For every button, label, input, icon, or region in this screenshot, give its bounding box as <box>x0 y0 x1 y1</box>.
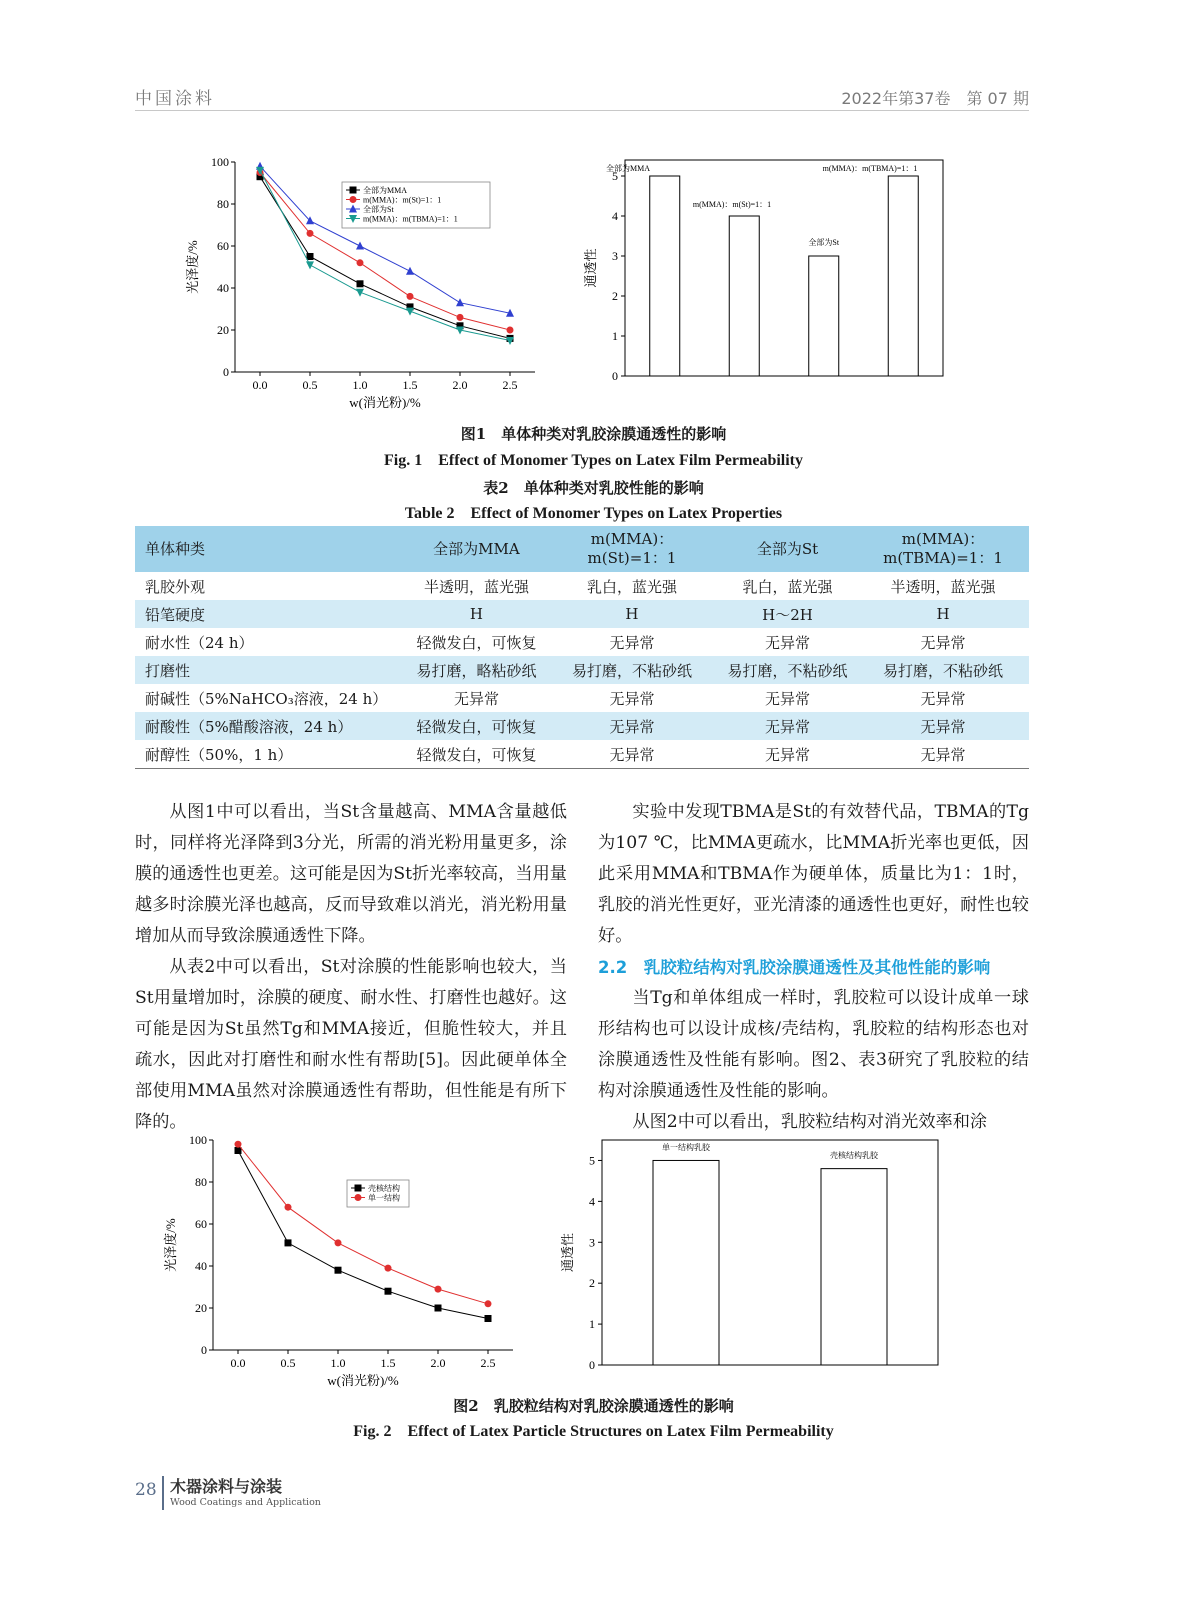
table-cell: 半透明，蓝光强 <box>423 577 529 596</box>
data-point <box>435 1305 442 1312</box>
data-point <box>357 259 364 266</box>
data-point <box>435 1286 442 1293</box>
x-tick-label: 0.0 <box>230 1356 246 1370</box>
x-tick-label: 0.5 <box>302 378 318 392</box>
x-axis-label: w(消光粉)/% <box>327 1373 399 1388</box>
table2-caption-cn: 表2 单体种类对乳胶性能的影响 <box>483 479 704 497</box>
bar <box>888 176 918 376</box>
table-row <box>135 628 1029 656</box>
left-column <box>135 797 567 1138</box>
x-tick-label: 2.0 <box>430 1356 446 1370</box>
data-point <box>507 327 514 334</box>
x-tick-label: 0.5 <box>280 1356 296 1370</box>
data-point <box>456 298 464 306</box>
table-cell: H <box>857 600 1029 628</box>
table-cell: H <box>407 600 546 628</box>
fig1-caption-en: Fig. 1 Effect of Monomer Types on Latex Film Permeability <box>383 452 804 469</box>
table-header-cell: 全部为MMA <box>407 526 546 572</box>
table-cell: 无异常 <box>609 633 655 652</box>
y-tick-label: 3 <box>612 249 618 263</box>
table-cell: 无异常 <box>857 740 1029 769</box>
y-axis-label: 光泽度/% <box>163 1218 178 1272</box>
y-tick-label: 0 <box>589 1358 595 1372</box>
data-point <box>457 314 464 321</box>
data-point <box>356 289 364 297</box>
table-header-cell: 全部为St <box>718 526 857 572</box>
y-tick-label: 20 <box>195 1301 207 1315</box>
table-cell: 无异常 <box>920 633 966 652</box>
table-cell: 乳白，蓝光强 <box>742 577 833 596</box>
table-cell: 无异常 <box>718 740 857 769</box>
table-cell: 耐碱性（5%NaHCO₃溶液，24 h） <box>145 689 388 708</box>
data-point <box>306 261 314 269</box>
data-point <box>335 1267 342 1274</box>
bar-label: 全部为St <box>808 238 840 247</box>
table-cell: 易打磨，不粘砂纸 <box>546 656 718 684</box>
data-point <box>285 1239 292 1246</box>
y-tick-label: 2 <box>589 1276 595 1291</box>
legend-label: m(MMA)：m(TBMA)=1：1 <box>363 214 458 224</box>
table-cell: 无异常 <box>920 689 966 708</box>
y-tick-label: 100 <box>189 1133 207 1147</box>
paragraph: 当Tg和单体组成一样时，乳胶粒可以设计成单一球形结构也可以设计成核/壳结构，乳胶粒的结构形态也对涂膜通透性及性能有影响。图2、表3研究了乳胶粒的结构对涂膜通透性及性能的影响。 <box>598 988 1029 1101</box>
table-header-cell: m(MMA)：m(St)=1：1 <box>546 526 718 572</box>
header-divider <box>135 110 1029 111</box>
x-tick-label: 1.5 <box>380 1356 396 1370</box>
table-cell: 轻微发白，可恢复 <box>407 712 546 740</box>
paragraph: 从图1中可以看出，当St含量越高、MMA含量越低时，同样将光泽降到3分光，所需的消光粉用量更多，涂膜的通透性也更差。这可能是因为St折光率较高，当用量越多时涂膜光泽也越高，反而导致难以消光，消光粉用量增加从而导致涂膜通透性下降。 <box>135 802 567 946</box>
y-tick-label: 5 <box>589 1153 595 1168</box>
legend-label: 全部为MMA <box>363 186 408 195</box>
table-row <box>135 684 1029 712</box>
legend-label: 全部为St <box>363 205 394 214</box>
table-cell: 铅笔硬度 <box>135 600 407 628</box>
table-cell: 乳胶外观 <box>145 577 206 596</box>
data-point <box>350 196 357 203</box>
x-tick-label: 2.0 <box>452 378 468 392</box>
bar <box>653 1160 719 1365</box>
bar <box>729 216 759 376</box>
legend <box>347 1180 409 1207</box>
paragraph: 从图2中可以看出，乳胶粒结构对消光效率和涂 <box>632 1112 988 1132</box>
data-point <box>355 1185 362 1192</box>
page-number: 28 <box>135 1480 157 1500</box>
table-cell: H～2H <box>718 600 857 628</box>
data-point <box>385 1265 392 1272</box>
footer-journal-cn: 木器涂料与涂装 <box>170 1477 283 1496</box>
y-tick-label: 20 <box>217 323 229 337</box>
y-axis-label: 通透性 <box>560 1232 575 1273</box>
right-column <box>598 797 1029 1138</box>
table-cell: 轻微发白，可恢复 <box>407 740 546 769</box>
y-tick-label: 3 <box>589 1235 595 1250</box>
x-tick-label: 1.0 <box>330 1356 346 1370</box>
table-cell: 耐醇性（50%，1 h） <box>135 740 407 769</box>
bar-label: 单一结构乳胶 <box>662 1143 710 1152</box>
table-header-row <box>135 526 1029 572</box>
table-header-cell: m(MMA)：m(TBMA)=1：1 <box>857 526 1029 572</box>
bar-label: 壳核结构乳胶 <box>830 1151 878 1160</box>
x-tick-label: 2.5 <box>480 1356 496 1370</box>
y-tick-label: 4 <box>612 209 618 223</box>
table-cell: 易打磨，略粘砂纸 <box>407 656 546 684</box>
y-tick-label: 0 <box>612 369 618 383</box>
table-cell: 易打磨，不粘砂纸 <box>718 656 857 684</box>
y-tick-label: 1 <box>612 329 618 343</box>
y-tick-label: 1 <box>589 1317 595 1332</box>
fig1-line-chart <box>185 150 540 415</box>
table-header-cell: 单体种类 <box>135 526 407 572</box>
y-axis-label: 通透性 <box>583 248 598 288</box>
legend-label: 壳核结构 <box>368 1184 400 1193</box>
table-cell: 半透明，蓝光强 <box>890 577 996 596</box>
section-heading: 2.2 乳胶粒结构对乳胶涂膜通透性及其他性能的影响 <box>598 958 991 977</box>
journal-name: 中国涂料 <box>135 89 215 109</box>
y-tick-label: 40 <box>195 1259 207 1273</box>
legend-label: 单一结构 <box>368 1193 400 1203</box>
y-tick-label: 0 <box>201 1343 207 1357</box>
table2 <box>135 526 1029 769</box>
y-tick-label: 100 <box>211 155 229 169</box>
legend-label: m(MMA)：m(St)=1：1 <box>363 195 442 205</box>
series-line <box>238 1151 488 1319</box>
data-point <box>350 187 357 194</box>
y-tick-label: 2 <box>612 289 618 303</box>
table-cell: 无异常 <box>546 712 718 740</box>
bar <box>650 176 680 376</box>
table-row <box>135 656 1029 684</box>
x-tick-label: 0.0 <box>252 378 268 392</box>
table-cell: 轻微发白，可恢复 <box>416 633 537 652</box>
data-point <box>307 253 314 260</box>
fig1-caption-cn: 图1 单体种类对乳胶涂膜通透性的影响 <box>460 425 727 443</box>
table-cell: 打磨性 <box>135 656 407 684</box>
fig2-caption-cn: 图2 乳胶粒结构对乳胶涂膜通透性的影响 <box>453 1397 734 1415</box>
x-axis-label: w(消光粉)/% <box>349 395 421 410</box>
data-point <box>406 308 414 316</box>
table-cell: 无异常 <box>764 689 810 708</box>
legend <box>342 182 490 228</box>
table-cell: 无异常 <box>609 689 655 708</box>
table-cell: 无异常 <box>453 689 499 708</box>
y-tick-label: 60 <box>195 1217 207 1231</box>
table-cell: 无异常 <box>764 633 810 652</box>
data-point <box>485 1315 492 1322</box>
data-point <box>355 1194 362 1201</box>
series-line <box>238 1144 488 1304</box>
table-cell: 无异常 <box>857 712 1029 740</box>
data-point <box>485 1300 492 1307</box>
footer-journal-en: Wood Coatings and Application <box>170 1497 321 1508</box>
data-point <box>406 267 414 275</box>
y-tick-label: 80 <box>217 197 229 211</box>
plot-frame <box>602 1140 938 1365</box>
y-tick-label: 4 <box>589 1194 595 1209</box>
table-cell: H <box>546 600 718 628</box>
data-point <box>356 242 364 250</box>
data-point <box>285 1204 292 1211</box>
table-cell: 乳白，蓝光强 <box>586 577 677 596</box>
data-point <box>235 1141 242 1148</box>
x-tick-label: 1.0 <box>352 378 368 392</box>
fig2-line-chart <box>165 1128 515 1393</box>
data-point <box>357 280 364 287</box>
table-row <box>135 712 1029 740</box>
data-point <box>407 293 414 300</box>
data-point <box>385 1288 392 1295</box>
bar <box>809 256 839 376</box>
bar <box>821 1169 887 1365</box>
y-tick-label: 80 <box>195 1175 207 1189</box>
data-point <box>307 230 314 237</box>
paragraph: 实验中发现TBMA是St的有效替代品，TBMA的Tg为107 ℃，比MMA更疏水，比MMA折光率也更低，因此采用MMA和TBMA作为硬单体，质量比为1：1时，乳胶的消光性更好，亚光清漆的通透性也更好，耐性也较好。 <box>598 802 1029 946</box>
fig1-bar-chart <box>580 155 950 387</box>
footer-divider <box>162 1476 164 1510</box>
bar-label: 全部为MMA <box>605 164 651 173</box>
fig2-bar-chart <box>560 1135 945 1375</box>
table-cell: 耐酸性（5%醋酸溶液，24 h） <box>135 712 407 740</box>
table-cell: 易打磨，不粘砂纸 <box>857 656 1029 684</box>
issue-info: 2022年第37卷 第 07 期 <box>841 89 1029 108</box>
table-row <box>135 740 1029 769</box>
x-tick-label: 1.5 <box>402 378 418 392</box>
table-cell: 无异常 <box>546 740 718 769</box>
y-tick-label: 0 <box>223 365 229 379</box>
table-row <box>135 600 1029 628</box>
x-tick-label: 2.5 <box>502 378 518 392</box>
y-axis-label: 光泽度/% <box>185 240 200 294</box>
y-tick-label: 5 <box>612 169 618 183</box>
table-cell: 耐水性（24 h） <box>145 633 254 652</box>
y-tick-label: 40 <box>217 281 229 295</box>
paragraph: 从表2中可以看出，St对涂膜的性能影响也较大，当St用量增加时，涂膜的硬度、耐水性、打磨性也越好。这可能是因为St虽然Tg和MMA接近，但脆性较大，并且疏水，因此对打磨性和耐水性有帮助[5]。因此硬单体全部使用MMA虽然对涂膜通透性有帮助，但性能是有所下降的。 <box>135 957 567 1132</box>
data-point <box>335 1239 342 1246</box>
bar-label: m(MMA)：m(TBMA)=1：1 <box>822 164 918 173</box>
table-cell: 无异常 <box>718 712 857 740</box>
bar-label: m(MMA)：m(St)=1：1 <box>692 200 772 209</box>
fig2-caption-en: Fig. 2 Effect of Latex Particle Structures on Latex Film Permeability <box>353 1423 834 1440</box>
table2-caption-en: Table 2 Effect of Monomer Types on Latex Properties <box>404 505 783 522</box>
table-row <box>135 572 1029 600</box>
y-tick-label: 60 <box>217 239 229 253</box>
